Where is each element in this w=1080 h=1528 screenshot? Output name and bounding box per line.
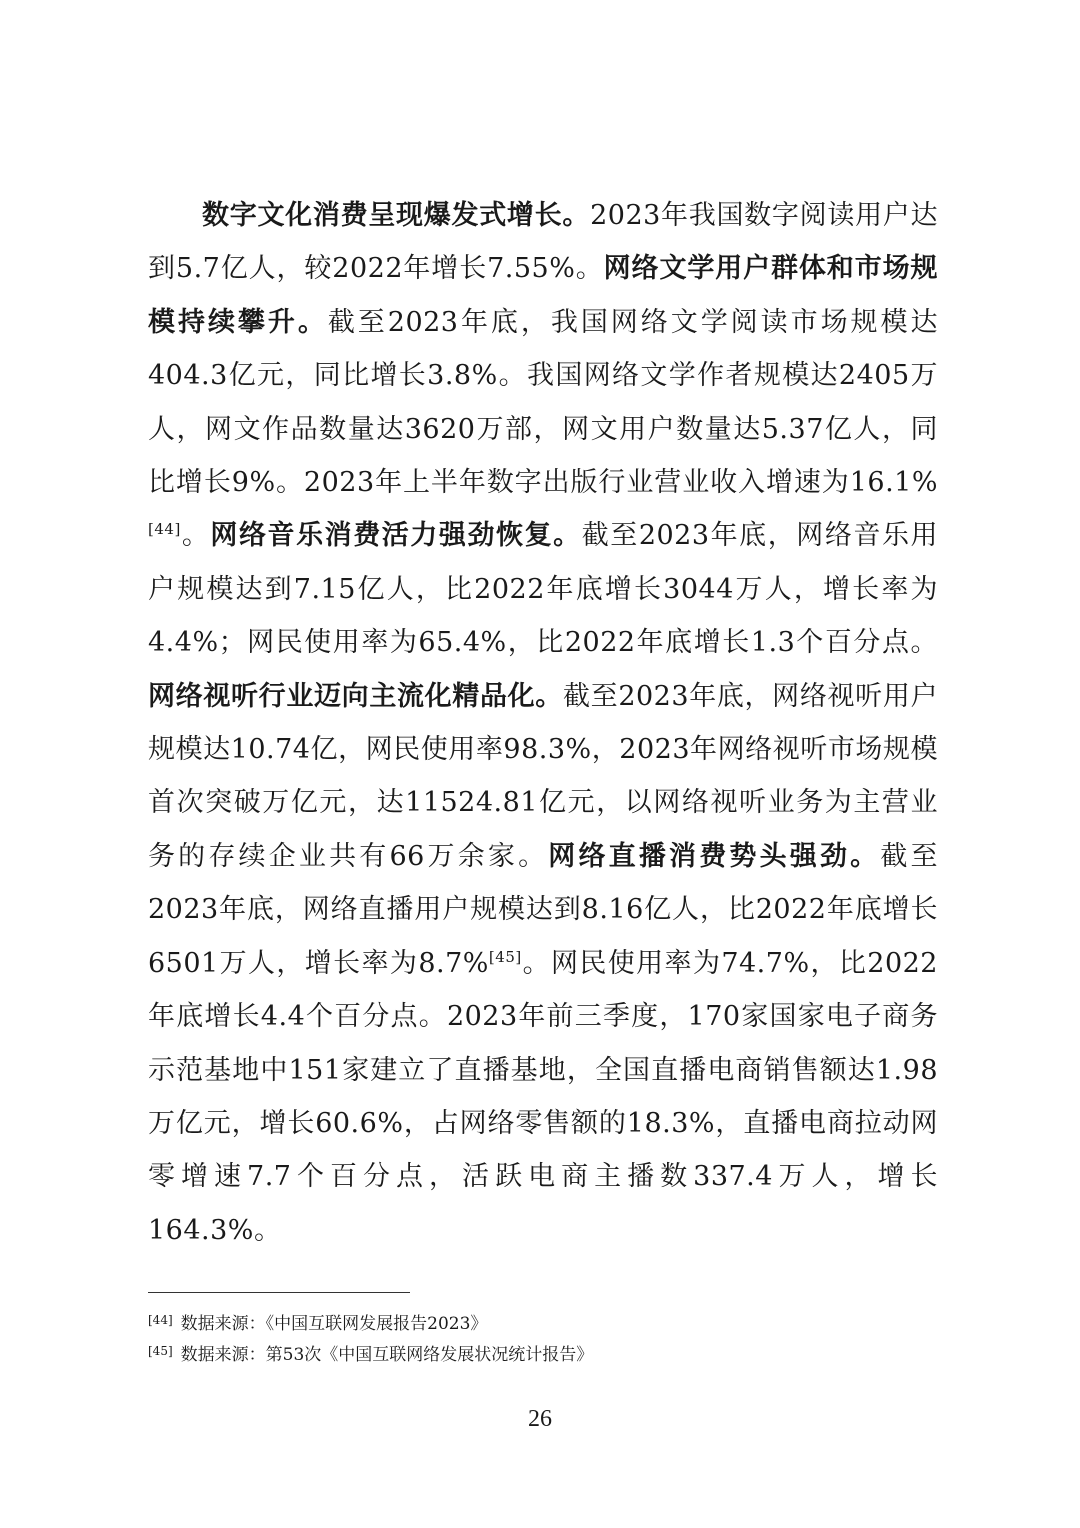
text-digital-reading: 2023年我国数字阅读用户达到5.7亿人，较2022年增长7.55%。 [148, 200, 939, 285]
footnote-text: 数据来源：第53次《中国互联网络发展状况统计报告》 [180, 1345, 594, 1365]
footnote-mark: [44] [148, 1313, 173, 1327]
text-online-music: 截至2023年底，网络音乐用户规模达到7.15亿人，比2022年底增长3044万人，增长率为4.4%；网民使用率为65.4%，比2022年底增长1.3个百分点。 [148, 520, 939, 659]
text-online-audiovisual: 截至2023年底，网络视听用户规模达10.74亿，网民使用率98.3%，2023年网络视听市场规模首次突破万亿元，达11524.81亿元，以网络视听业务为主营业务的存续企业共有66万余家。 [148, 680, 939, 872]
footnote-text: 数据来源：《中国互联网发展报告2023》 [180, 1314, 488, 1334]
text-live-streaming: 截至2023年底，网络直播用户规模达到8.16亿人，比2022年底增长6501万人，增长率为8.7% [148, 840, 939, 979]
footnotes [148, 1307, 938, 1369]
heading-live-streaming: 网络直播消费势头强劲。 [548, 840, 881, 872]
footnote-ref-45: [45] [488, 947, 522, 966]
footnote-44 [148, 1307, 938, 1338]
heading-online-literature: 网络文学用户群体和市场规模持续攀升。 [148, 253, 938, 338]
heading-digital-culture: 数字文化消费呈现爆发式增长。 [202, 200, 591, 231]
footnote-divider [148, 1292, 410, 1293]
text-online-literature: 截至2023年底，我国网络文学阅读市场规模达404.3亿元，同比增长3.8%。我国网络文学作者规模达2405万人，网文作品数量达3620万部，网文用户数量达5.37亿人，同比增长9%。2023年上半年数字出版行业营业收入增速为16.1% [148, 306, 939, 499]
heading-online-music: 网络音乐消费活力强劲恢复。 [210, 520, 582, 552]
page-number: 26 [528, 1406, 552, 1432]
text-live-streaming-cont: 。网民使用率为74.7%，比2022年底增长4.4个百分点。2023年前三季度，170家国家电子商务示范基地中151家建立了直播基地，全国直播电商销售额达1.98万亿元，增长60.6%，占网络零售额的18.3%，直播电商拉动网零增速7.7个百分点，活跃电商主播数337.4万人，增长164.3%。 [148, 947, 938, 1246]
heading-online-audiovisual: 网络视听行业迈向主流化精品化。 [148, 680, 563, 712]
footnote-ref-44: [44] [148, 520, 181, 539]
body-paragraph [148, 189, 938, 1257]
footnote-45 [148, 1338, 938, 1369]
footnote-mark: [45] [148, 1344, 173, 1358]
text-period-1: 。 [180, 520, 211, 552]
